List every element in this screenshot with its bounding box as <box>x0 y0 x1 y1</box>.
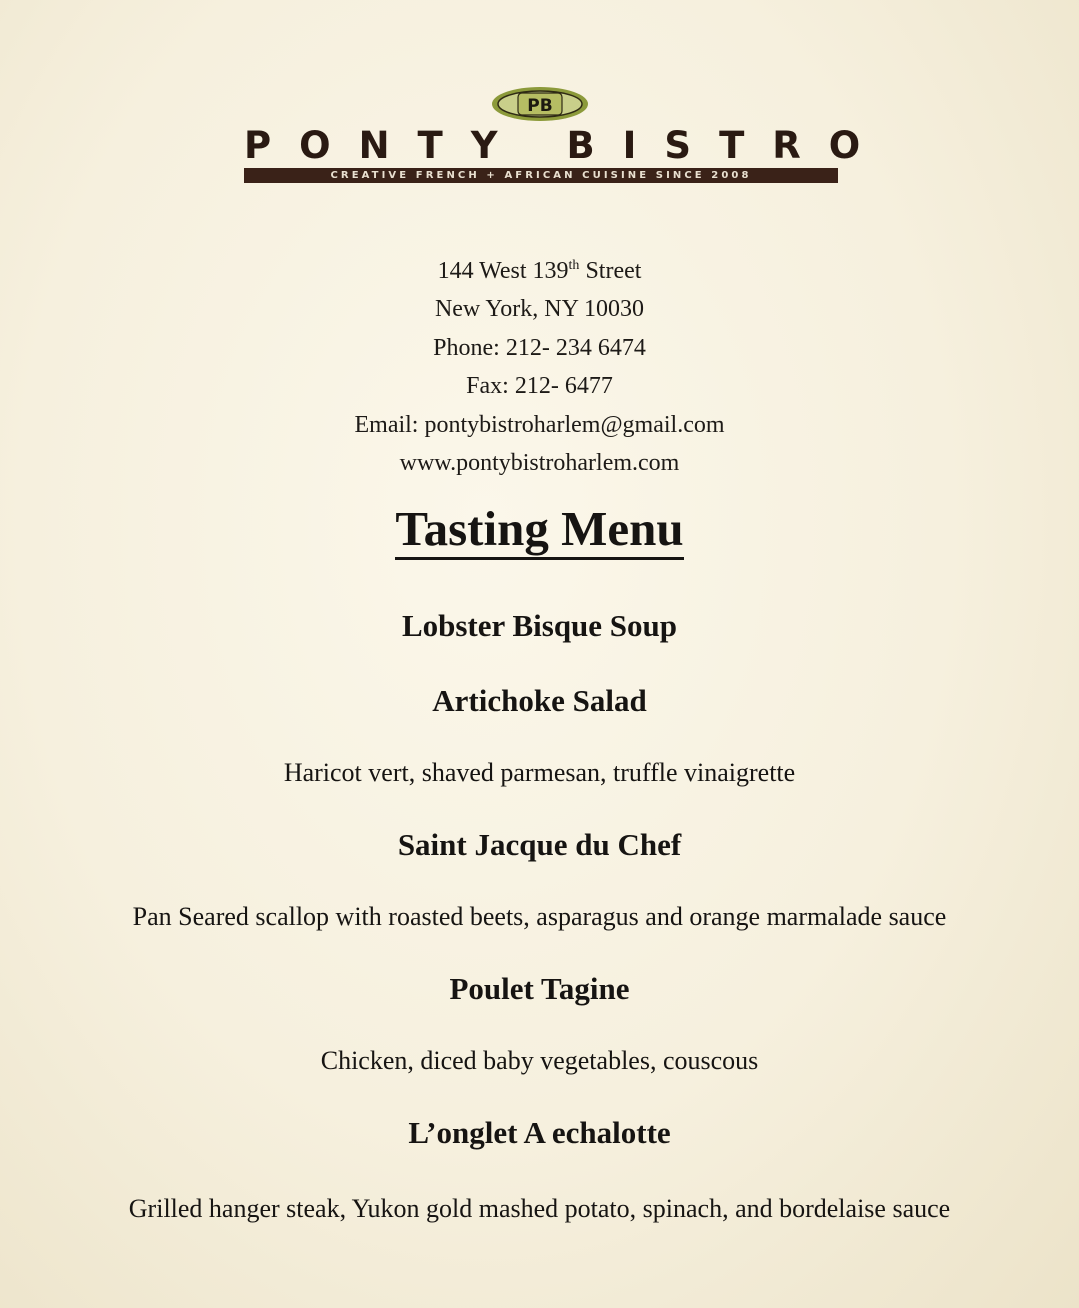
website-url: www.pontybistroharlem.com <box>399 450 680 477</box>
course-description: Haricot vert, shaved parmesan, truffle vinaigrette <box>283 758 796 787</box>
course-name: Saint Jacque du Chef <box>397 827 682 862</box>
contact-block <box>0 252 1079 482</box>
fax-number: Fax: 212- 6477 <box>466 373 613 400</box>
menu-title: Tasting Menu <box>0 500 1079 558</box>
email-address: Email: pontybistroharlem@gmail.com <box>354 411 725 438</box>
course-description: Pan Seared scallop with roasted beets, asparagus and orange marmalade sauce <box>132 902 947 931</box>
course-name: L’onglet A echalotte <box>408 1115 671 1150</box>
course-description: Grilled hanger steak, Yukon gold mashed potato, spinach, and bordelaise sauce <box>128 1194 951 1223</box>
course-description: Chicken, diced baby vegetables, couscous <box>320 1046 759 1075</box>
pb-monogram-icon <box>490 84 590 124</box>
address-line-1: 144 West 139th Street <box>437 258 642 284</box>
phone-number: Phone: 212- 234 6474 <box>433 334 646 361</box>
restaurant-tagline: CREATIVE FRENCH + AFRICAN CUISINE SINCE 2008 <box>244 168 838 183</box>
restaurant-name: PONTY BISTRO <box>244 124 889 167</box>
course-name: Poulet Tagine <box>449 971 630 1006</box>
course-name: Artichoke Salad <box>432 683 647 718</box>
course-name: Lobster Bisque Soup <box>401 608 678 643</box>
address-line-2: New York, NY 10030 <box>434 296 645 323</box>
monogram-text: PB <box>526 96 553 116</box>
restaurant-logo <box>0 84 1079 129</box>
